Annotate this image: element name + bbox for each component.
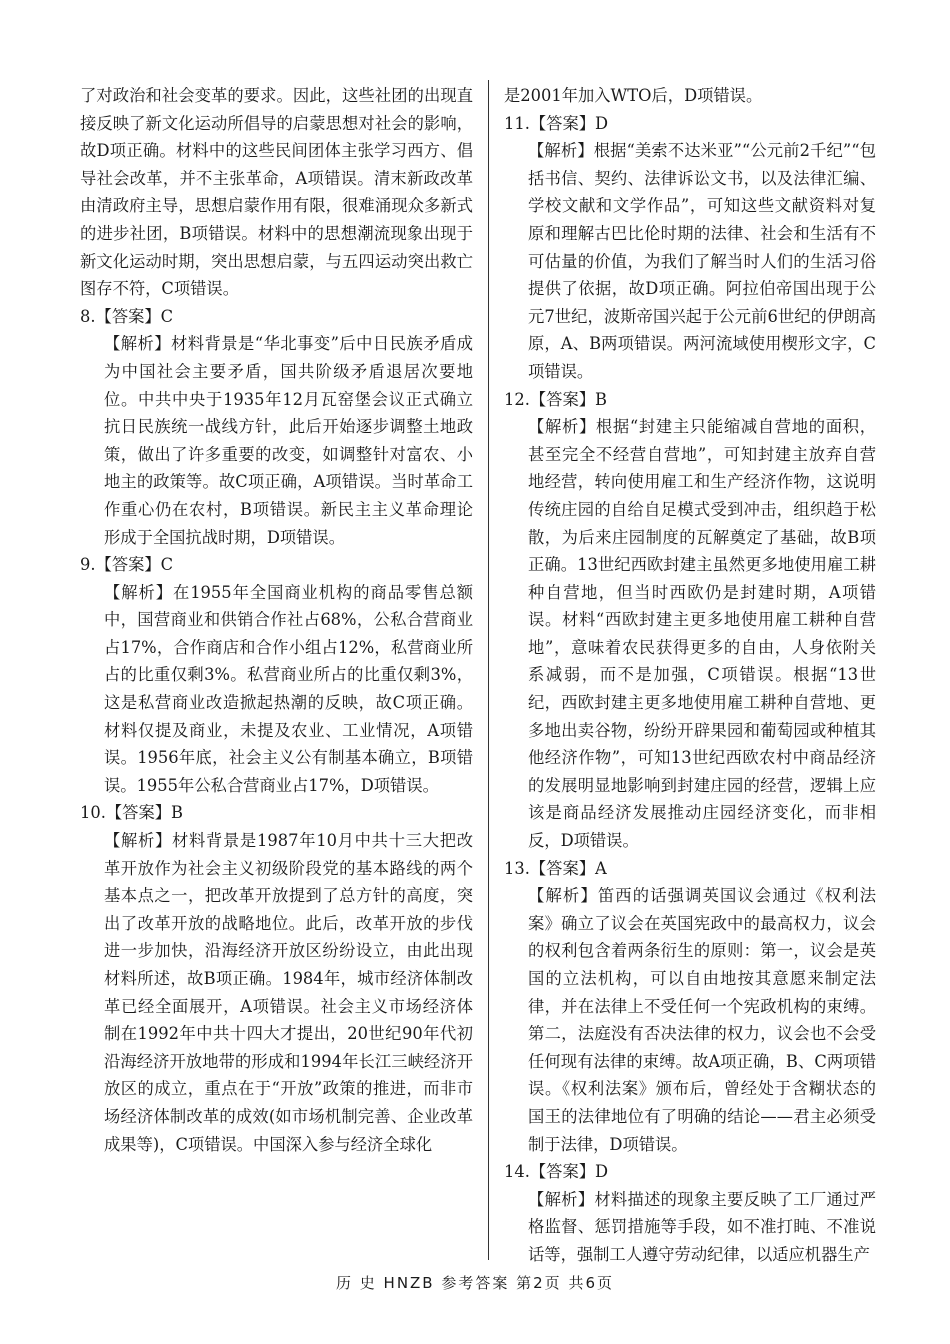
page-footer: 历 史 HNZB 参考答案 第2页 共6页 xyxy=(336,1274,614,1292)
q10-explanation: 【解析】材料背景是1987年10月中共十三大把改革开放作为社会主义初级阶段党的基本路线的两个基本点之一，把改革开放提到了总方针的高度，突出了改革开放的战略地位。此后，改革开放的步伐进一步加快，沿海经济开放区纷纷设立，由此出现材料所述，故B项正确。1984年，城市经济体制改革已经全面展开，A项错误。社会主义市场经济体制在1992年中共十四大才提出，20世纪90年代初沿海经济开放地带的形成和1994年长江三峡经济开放区的成立，重点在于“开放”政策的推进，而非市场经济体制改革的成效(如市场机制完善、企业改革成果等)，C项错误。中国深入参与经济全球化 xyxy=(104,831,473,1154)
q8-answer: 8.【答案】C xyxy=(80,306,174,326)
q11-answer: 11.【答案】D xyxy=(504,113,609,133)
q13-explanation: 【解析】笛西的话强调英国议会通过《权利法案》确立了议会在英国宪政中的最高权力，议会的权利包含着两条衍生的原则：第一，议会是英国的立法机构，可以自由地按其意愿来制定法律，并在法律上不受任何一个宪政机构的束缚。第二，法庭没有否决法律的权力，议会也不会受任何现有法律的束缚。故A项正确，B、C两项错误。《权利法案》颁布后，曾经处于含糊状态的国王的法律地位有了明确的结论——君主必须受制于法律，D项错误。 xyxy=(528,886,876,1154)
q14-explanation: 【解析】材料描述的现象主要反映了工厂通过严格监督、惩罚措施等手段，如不准打盹、不准说话等，强制工人遵守劳动纪律，以适应机器生产 xyxy=(528,1189,876,1264)
left-intro-text: 了对政治和社会变革的要求。因此，这些社团的出现直接反映了新文化运动所倡导的启蒙思想对社会的影响，故D项正确。材料中的这些民间团体主张学习西方、倡导社会改革，并不主张革命，A项错误。清末新政改革由清政府主导，思想启蒙作用有限，很难涌现众多新式的进步社团，B项错误。材料中的思想潮流现象出现于新文化运动时期，突出思想启蒙，与五四运动突出救亡图存不符，C项错误。 xyxy=(80,86,473,299)
right-column xyxy=(504,82,876,1269)
q14-answer: 14.【答案】D xyxy=(504,1162,609,1182)
q12-explanation: 【解析】根据“封建主只能缩减自营地的面积，甚至完全不经营自营地”，可知封建主放弃自营地经营，转向使用雇工和生产经济作物，这说明传统庄园的自给自足模式受到冲击，组织趋于松散，为后来庄园制度的瓦解奠定了基础，故B项正确。13世纪西欧封建主虽然更多地使用雇工耕种自营地，但当时西欧仍是封建时期，A项错误。材料“西欧封建主更多地使用雇工耕种自营地”，意味着农民获得更多的自由，人身依附关系减弱，而不是加强，C项错误。根据“13世纪，西欧封建主更多地使用雇工耕种自营地、更多地出卖谷物，纷纷开辟果园和葡萄园或种植其他经济作物”，可知13世纪西欧农村中商品经济的发展明显地影响到封建庄园的经营，逻辑上应该是商品经济发展推动庄园经济变化，而非相反，D项错误。 xyxy=(528,417,876,851)
q10-answer: 10.【答案】B xyxy=(80,803,183,823)
q12-answer: 12.【答案】B xyxy=(504,389,607,409)
q9-explanation: 【解析】在1955年全国商业机构的商品零售总额中，国营商业和供销合作社占68%，公私合营商业占17%，合作商店和合作小组占12%，私营商业所占的比重仅剩3%。私营商业所占的比重仅剩3%，这是私营商业改造掀起热潮的反映，故C项正确。材料仅提及商业，未提及农业、工业情况，A项错误。1956年底，社会主义公有制基本确立，B项错误。1955年公私合营商业占17%，D项错误。 xyxy=(104,582,473,795)
q11-explanation: 【解析】根据“美索不达米亚”“公元前2千纪”“包括书信、契约、法律诉讼文书，以及法律汇编、学校文献和文学作品”，可知这些文献资料对复原和理解古巴比伦时期的法律、社会和生活有不可估量的价值，为我们了解当时人们的生活习俗提供了依据，故D项正确。阿拉伯帝国出现于公元7世纪，波斯帝国兴起于公元前6世纪的伊朗高原，A、B两项错误。两河流域使用楔形文字，C项错误。 xyxy=(528,141,876,381)
left-column xyxy=(80,82,473,1158)
q8-explanation: 【解析】材料背景是“华北事变”后中日民族矛盾成为中国社会主要矛盾，国共阶级矛盾退居次要地位。中共中央于1935年12月瓦窑堡会议正式确立抗日民族统一战线方针，此后开始逐步调整土地政策，做出了许多重要的改变，如调整针对富农、小地主的政策等。故C项正确，A项错误。当时革命工作重心仍在农村，B项错误。新民主主义革命理论形成于全国抗战时期，D项错误。 xyxy=(104,334,473,547)
q9-answer: 9.【答案】C xyxy=(80,555,174,575)
right-intro-text: 是2001年加入WTO后，D项错误。 xyxy=(504,86,763,105)
column-divider xyxy=(488,80,489,1260)
q13-answer: 13.【答案】A xyxy=(504,858,607,878)
